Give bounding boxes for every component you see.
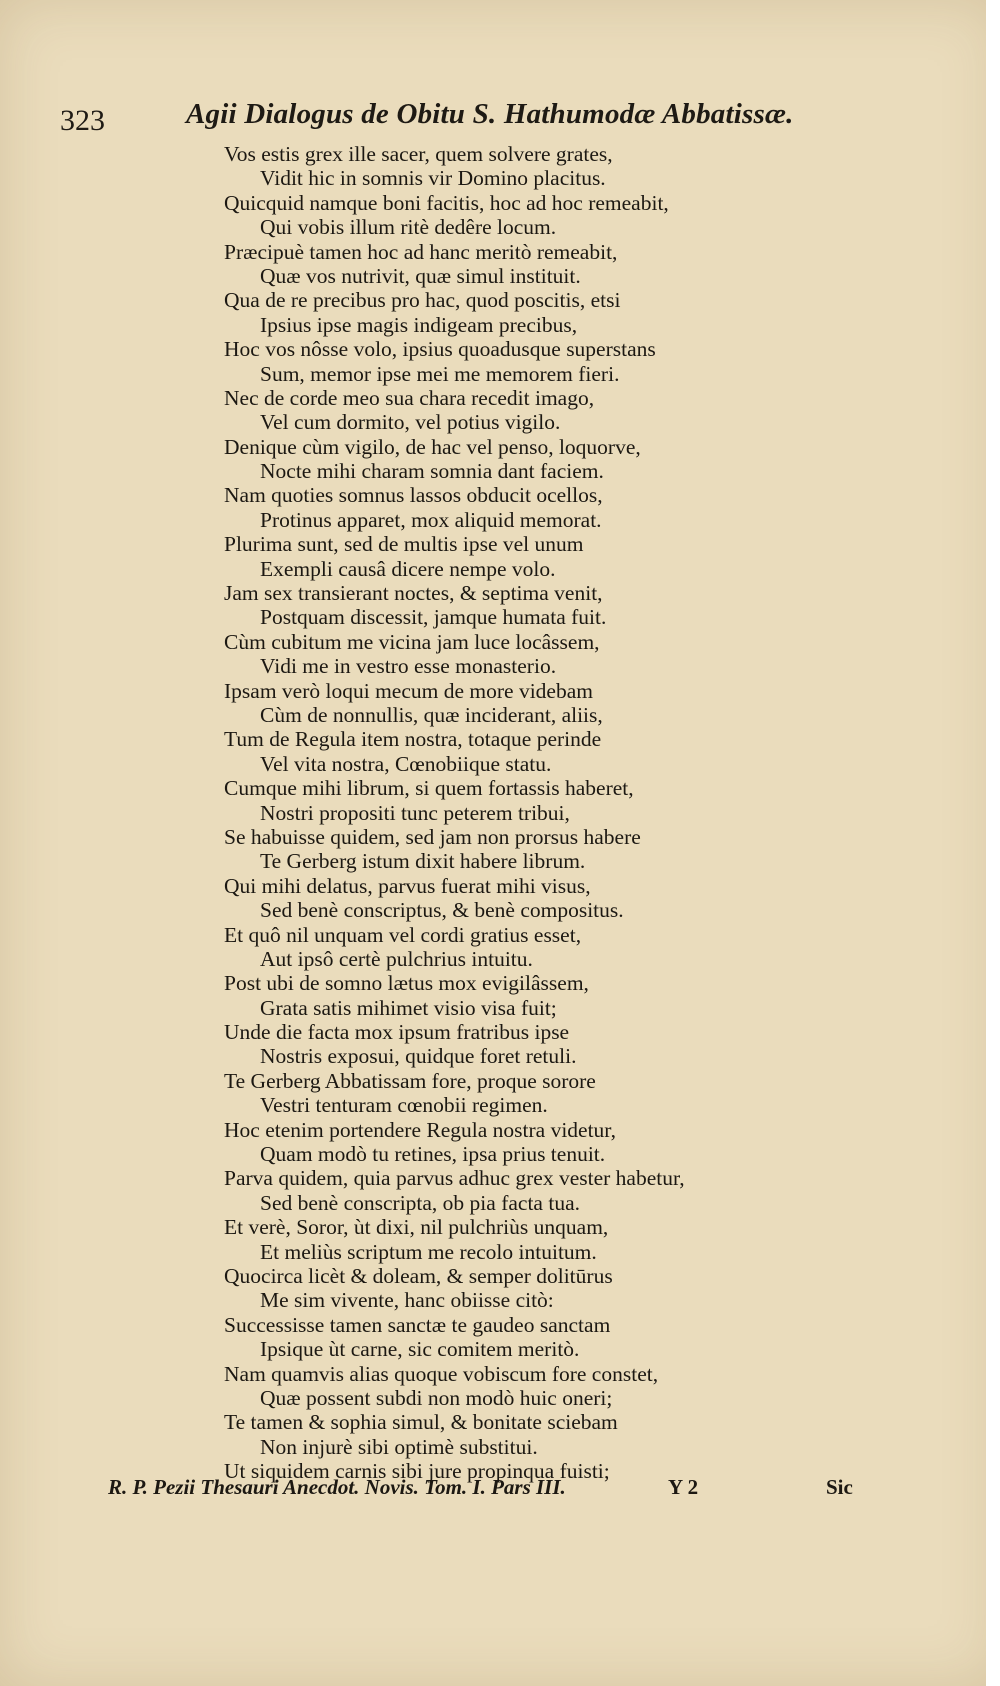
verse-line: Plurima sunt, sed de multis ipse vel unum [224,532,584,557]
verse-line: Postquam discessit, jamque humata fuit. [260,605,607,630]
verse-line: Nostri propositi tunc peterem tribui, [260,800,570,825]
verse-line: Se habuisse quidem, sed jam non prorsus habere [224,824,641,849]
verse-line: Vel vita nostra, Cœnobiique statu. [260,751,552,776]
catchword: Sic [826,1475,853,1499]
verse-line: Tum de Regula item nostra, totaque perinde [224,727,602,752]
verse-line: Grata satis mihimet visio visa fuit; [260,995,557,1020]
verse-line: Hoc etenim portendere Regula nostra videtur, [224,1117,616,1142]
verse-line: Me sim vivente, hanc obiisse citò: [260,1288,554,1313]
verse-line: Sed benè conscriptus, & benè compositus. [260,898,624,923]
verse-line: Jam sex transierant noctes, & septima venit, [224,581,603,606]
verse-line: Protinus apparet, mox aliquid memorat. [260,507,602,532]
verse-line: Ut siquidem carnis sibi jure propinqua fuisti; [224,1459,610,1484]
verse-line: Non injurè sibi optimè substitui. [260,1434,538,1459]
verse-line: Cùm cubitum me vicina jam luce locâssem, [224,629,600,654]
verse-line: Vidit hic in somnis vir Domino placitus. [260,166,606,191]
verse-line: Ipsique ùt carne, sic comitem meritò. [260,1337,580,1362]
verse-line: Nam quoties somnus lassos obducit ocellos, [224,483,603,508]
verse-line: Quocirca licèt & doleam, & semper dolitūrus [224,1263,613,1288]
verse-line: Cumque mihi librum, si quem fortassis haberet, [224,776,634,801]
signature-mark: Y 2 [668,1475,699,1499]
verse-line: Nostris exposui, quidque foret retuli. [260,1044,577,1069]
verse-line: Hoc vos nôsse volo, ipsius quoadusque superstans [224,337,656,362]
verse-line: Nam quamvis alias quoque vobiscum fore constet, [224,1361,659,1386]
verse-line: Qui vobis illum ritè dedêre locum. [260,215,557,240]
footer-citation: R. P. Pezii Thesauri Anecdot. Novis. Tom. I. Pars III. [108,1475,566,1499]
running-title: Agii Dialogus de Obitu S. Hathumodæ Abbatissæ. [186,98,794,130]
verse-line: Sed benè conscripta, ob pia facta tua. [260,1190,580,1215]
verse-line: Nocte mihi charam somnia dant faciem. [260,459,604,484]
verse-line: Quicquid namque boni facitis, hoc ad hoc remeabit, [224,190,669,215]
verse-line: Quæ vos nutrivit, quæ simul instituit. [260,263,581,288]
verse-line: Vestri tenturam cœnobii regimen. [260,1093,548,1118]
verse-line: Vos estis grex ille sacer, quem solvere grates, [224,142,613,166]
verse-line: Post ubi de somno lætus mox evigilâssem, [224,971,589,996]
verse-line: Te Gerberg Abbatissam fore, proque sorore [224,1068,596,1093]
verse-line: Et verè, Soror, ùt dixi, nil pulchriùs unquam, [224,1215,609,1240]
verse-line: Qui mihi delatus, parvus fuerat mihi visus, [224,873,591,898]
verse-line: Denique cùm vigilo, de hac vel penso, loquorve, [224,434,641,459]
verse-line: Cùm de nonnullis, quæ inciderant, aliis, [260,702,603,727]
verse-line: Nec de corde meo sua chara recedit imago, [224,385,595,410]
verse-line: Te Gerberg istum dixit habere librum. [260,849,586,874]
verse-line: Sum, memor ipse mei me memorem fieri. [260,361,620,386]
verse-line: Vel cum dormito, vel potius vigilo. [260,410,561,435]
page-footer [108,1475,928,1509]
verse-line: Ipsius ipse magis indigeam precibus, [260,312,578,337]
verse-line: Vidi me in vestro esse monasterio. [260,654,557,679]
verse-line: Quam modò tu retines, ipsa prius tenuit. [260,1142,606,1167]
verse-line: Et meliùs scriptum me recolo intuitum. [260,1239,597,1264]
page-number: 323 [60,104,105,137]
poem-text [224,142,784,1483]
page-header [60,98,940,138]
verse-line: Exempli causâ dicere nempe volo. [260,556,556,581]
verse-line: Unde die facta mox ipsum fratribus ipse [224,1020,570,1045]
verse-line: Præcipuè tamen hoc ad hanc meritò remeabit, [224,239,618,264]
verse-line: Aut ipsô certè pulchrius intuitu. [260,946,533,971]
verse-line: Te tamen & sophia simul, & bonitate sciebam [224,1410,618,1435]
verse-line: Ipsam verò loqui mecum de more videbam [224,678,593,703]
verse-line: Et quô nil unquam vel cordi gratius esset, [224,922,582,947]
verse-line: Successisse tamen sanctæ te gaudeo sanctam [224,1312,611,1337]
verse-line: Parva quidem, quia parvus adhuc grex vester habetur, [224,1166,685,1191]
verse-line: Quæ possent subdi non modò huic oneri; [260,1385,613,1410]
verse-line: Qua de re precibus pro hac, quod poscitis, etsi [224,288,621,313]
